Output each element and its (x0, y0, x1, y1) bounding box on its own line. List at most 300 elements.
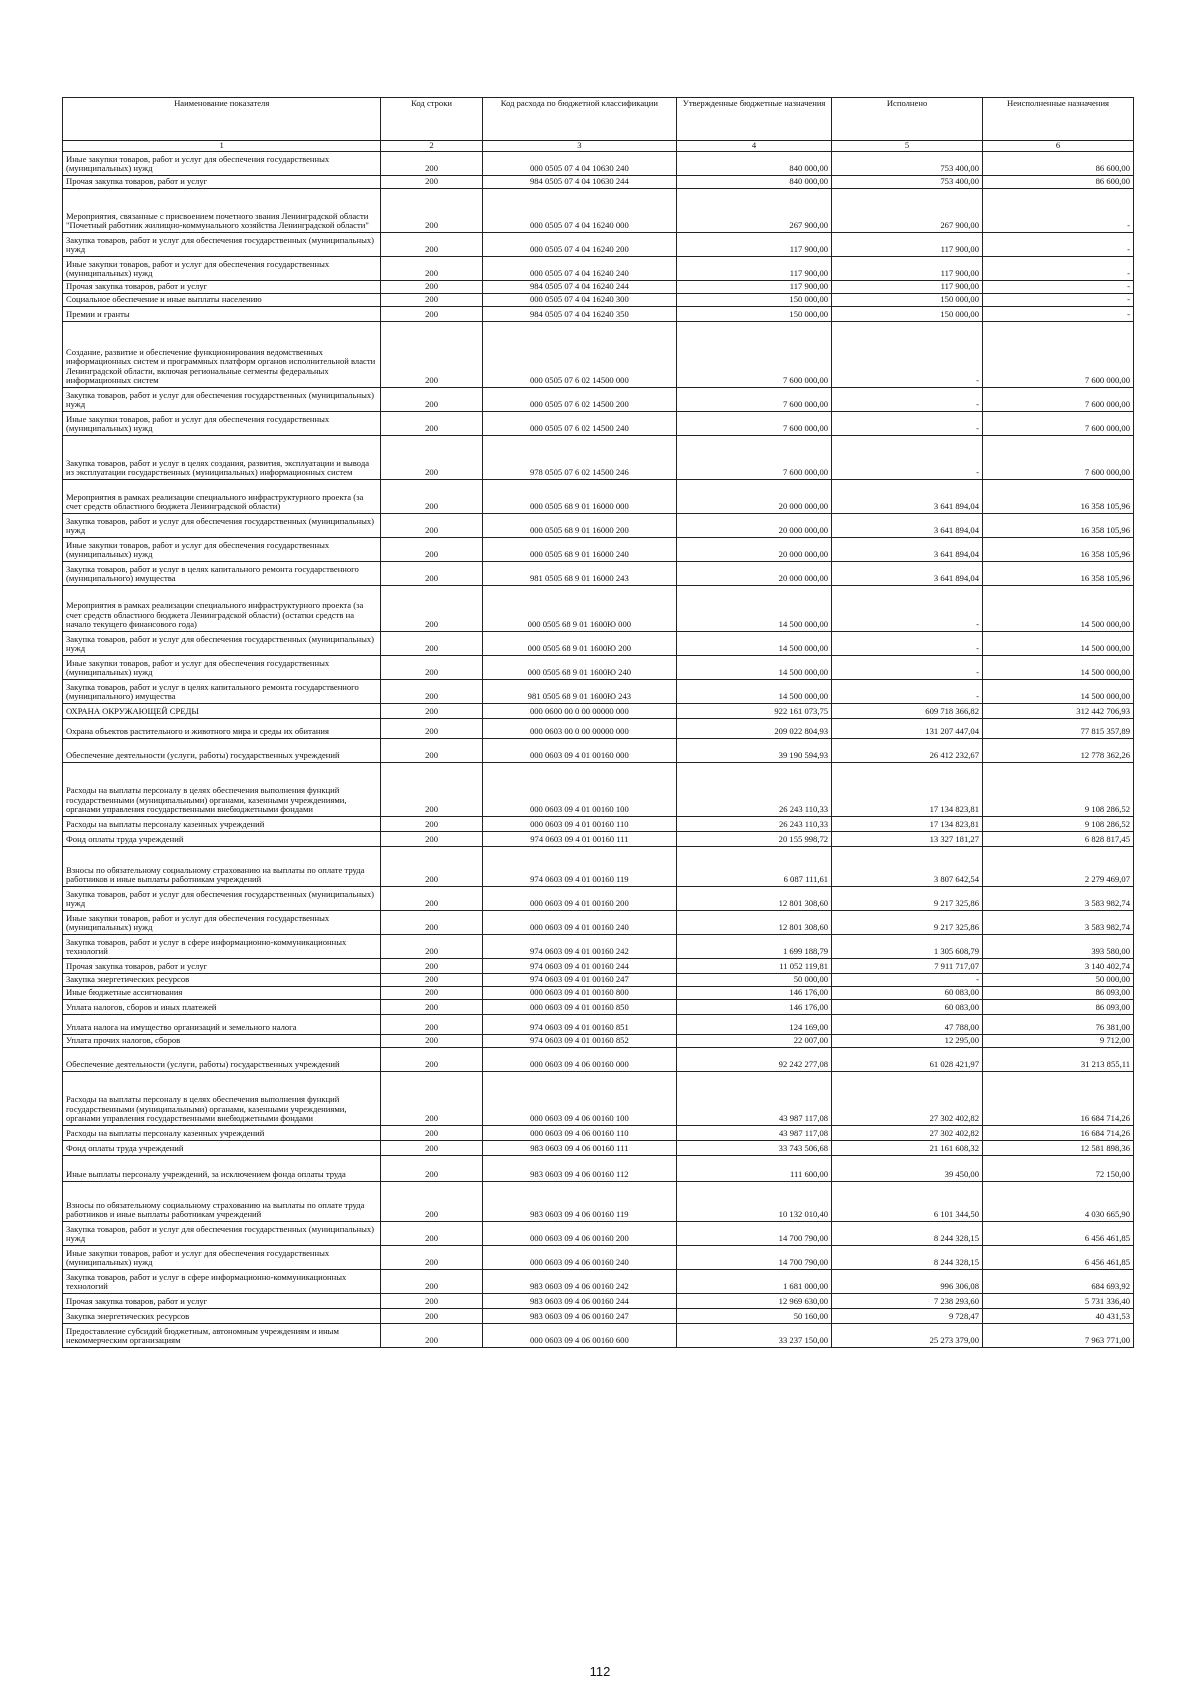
row-unexecuted-amount: 76 381,00 (983, 1015, 1134, 1035)
row-indicator-name: Прочая закупка товаров, работ и услуг (63, 281, 381, 294)
row-unexecuted-amount: 16 358 105,96 (983, 514, 1134, 538)
row-indicator-name: Закупка товаров, работ и услуг в целях капитального ремонта государственного (муниципального) имущества (63, 562, 381, 586)
table-row (63, 959, 1134, 974)
row-line-code: 200 (381, 1309, 482, 1324)
table-row (63, 1000, 1134, 1015)
table-row (63, 847, 1134, 887)
row-unexecuted-amount: 86 600,00 (983, 176, 1134, 189)
row-classification-code: 000 0603 00 0 00 00000 000 (482, 719, 676, 739)
row-approved-amount: 20 000 000,00 (677, 480, 832, 514)
row-indicator-name: Расходы на выплаты персоналу в целях обеспечения выполнения функций государственными (муниципальными) органами, казенными учреждениями, органами управления государственными внебюджетными фондами (63, 1072, 381, 1126)
row-indicator-name: Взносы по обязательному социальному страхованию на выплаты по оплате труда работников и иные выплаты работникам учреждений (63, 1182, 381, 1222)
row-approved-amount: 267 900,00 (677, 189, 832, 233)
row-classification-code: 000 0505 07 6 02 14500 000 (482, 322, 676, 388)
column-number: 6 (983, 141, 1134, 152)
row-indicator-name: Закупка товаров, работ и услуг в целях создания, развития, эксплуатации и вывода из эксплуатации государственных (муниципальных) информационных систем (63, 436, 381, 480)
table-row (63, 412, 1134, 436)
row-unexecuted-amount: - (983, 307, 1134, 322)
row-classification-code: 983 0603 09 4 06 00160 242 (482, 1270, 676, 1294)
row-executed-amount: - (832, 974, 983, 987)
row-executed-amount: - (832, 388, 983, 412)
row-classification-code: 000 0505 68 9 01 1600Ю 240 (482, 656, 676, 680)
row-classification-code: 984 0505 07 4 04 16240 244 (482, 281, 676, 294)
row-executed-amount: 9 217 325,86 (832, 887, 983, 911)
row-approved-amount: 33 743 506,68 (677, 1141, 832, 1156)
row-classification-code: 000 0505 07 4 04 16240 000 (482, 189, 676, 233)
table-row (63, 307, 1134, 322)
row-executed-amount: 17 134 823,81 (832, 817, 983, 832)
row-approved-amount: 7 600 000,00 (677, 436, 832, 480)
column-number: 1 (63, 141, 381, 152)
row-approved-amount: 11 052 119,81 (677, 959, 832, 974)
row-unexecuted-amount: 16 684 714,26 (983, 1126, 1134, 1141)
row-approved-amount: 14 500 000,00 (677, 656, 832, 680)
row-executed-amount: 3 807 642,54 (832, 847, 983, 887)
row-executed-amount: 3 641 894,04 (832, 480, 983, 514)
row-classification-code: 984 0505 07 4 04 16240 350 (482, 307, 676, 322)
table-row (63, 538, 1134, 562)
row-indicator-name: Мероприятия в рамках реализации специального инфраструктурного проекта (за счет средств областного бюджета Ленинградской области) (остатки средств на начало текущего финансового года) (63, 586, 381, 632)
row-approved-amount: 117 900,00 (677, 257, 832, 281)
header-executed: Исполнено (832, 98, 983, 141)
row-executed-amount: - (832, 412, 983, 436)
row-indicator-name: Расходы на выплаты персоналу казенных учреждений (63, 1126, 381, 1141)
row-executed-amount: - (832, 680, 983, 704)
row-executed-amount: 39 450,00 (832, 1156, 983, 1182)
row-classification-code: 974 0603 09 4 01 00160 111 (482, 832, 676, 847)
row-line-code: 200 (381, 1246, 482, 1270)
table-row (63, 152, 1134, 176)
row-unexecuted-amount: 86 600,00 (983, 152, 1134, 176)
row-approved-amount: 150 000,00 (677, 307, 832, 322)
row-unexecuted-amount: 9 108 286,52 (983, 817, 1134, 832)
row-classification-code: 983 0603 09 4 06 00160 112 (482, 1156, 676, 1182)
row-unexecuted-amount: - (983, 281, 1134, 294)
row-executed-amount: 117 900,00 (832, 281, 983, 294)
row-unexecuted-amount: 16 358 105,96 (983, 562, 1134, 586)
row-approved-amount: 840 000,00 (677, 176, 832, 189)
row-approved-amount: 840 000,00 (677, 152, 832, 176)
row-approved-amount: 20 155 998,72 (677, 832, 832, 847)
row-line-code: 200 (381, 817, 482, 832)
row-line-code: 200 (381, 832, 482, 847)
column-number: 3 (482, 141, 676, 152)
row-line-code: 200 (381, 586, 482, 632)
row-classification-code: 000 0505 07 6 02 14500 240 (482, 412, 676, 436)
row-line-code: 200 (381, 1126, 482, 1141)
row-line-code: 200 (381, 987, 482, 1000)
row-executed-amount: - (832, 586, 983, 632)
row-unexecuted-amount: 31 213 855,11 (983, 1048, 1134, 1072)
row-unexecuted-amount: - (983, 257, 1134, 281)
table-row (63, 935, 1134, 959)
row-indicator-name: Взносы по обязательному социальному страхованию на выплаты по оплате труда работников и иные выплаты работникам учреждений (63, 847, 381, 887)
row-classification-code: 974 0603 09 4 01 00160 851 (482, 1015, 676, 1035)
row-executed-amount: 753 400,00 (832, 152, 983, 176)
row-line-code: 200 (381, 189, 482, 233)
row-classification-code: 000 0603 09 4 01 00160 240 (482, 911, 676, 935)
row-indicator-name: Обеспечение деятельности (услуги, работы) государственных учреждений (63, 739, 381, 763)
row-line-code: 200 (381, 1048, 482, 1072)
row-unexecuted-amount: 9 712,00 (983, 1035, 1134, 1048)
row-indicator-name: Иные закупки товаров, работ и услуг для обеспечения государственных (муниципальных) нужд (63, 656, 381, 680)
row-line-code: 200 (381, 911, 482, 935)
row-classification-code: 000 0505 07 4 04 16240 200 (482, 233, 676, 257)
table-row (63, 974, 1134, 987)
row-indicator-name: Иные закупки товаров, работ и услуг для обеспечения государственных (муниципальных) нужд (63, 538, 381, 562)
table-row (63, 1324, 1134, 1348)
row-classification-code: 978 0505 07 6 02 14500 246 (482, 436, 676, 480)
row-executed-amount: - (832, 632, 983, 656)
row-unexecuted-amount: 4 030 665,90 (983, 1182, 1134, 1222)
row-unexecuted-amount: 14 500 000,00 (983, 632, 1134, 656)
row-indicator-name: Закупка энергетических ресурсов (63, 974, 381, 987)
row-line-code: 200 (381, 1294, 482, 1309)
table-row (63, 322, 1134, 388)
row-unexecuted-amount: 312 442 706,93 (983, 704, 1134, 719)
row-approved-amount: 6 087 111,61 (677, 847, 832, 887)
row-executed-amount: 117 900,00 (832, 233, 983, 257)
row-indicator-name: Закупка товаров, работ и услуг для обеспечения государственных (муниципальных) нужд (63, 233, 381, 257)
row-approved-amount: 117 900,00 (677, 281, 832, 294)
row-indicator-name: Иные закупки товаров, работ и услуг для обеспечения государственных (муниципальных) нужд (63, 257, 381, 281)
row-line-code: 200 (381, 412, 482, 436)
row-classification-code: 000 0603 09 4 06 00160 600 (482, 1324, 676, 1348)
row-executed-amount: 25 273 379,00 (832, 1324, 983, 1348)
table-row (63, 656, 1134, 680)
row-approved-amount: 26 243 110,33 (677, 817, 832, 832)
row-unexecuted-amount: - (983, 189, 1134, 233)
row-unexecuted-amount: 684 693,92 (983, 1270, 1134, 1294)
row-line-code: 200 (381, 974, 482, 987)
row-unexecuted-amount: 393 580,00 (983, 935, 1134, 959)
row-unexecuted-amount: 6 456 461,85 (983, 1246, 1134, 1270)
row-indicator-name: Закупка товаров, работ и услуг для обеспечения государственных (муниципальных) нужд (63, 632, 381, 656)
row-line-code: 200 (381, 1156, 482, 1182)
row-indicator-name: Закупка товаров, работ и услуг для обеспечения государственных (муниципальных) нужд (63, 887, 381, 911)
row-approved-amount: 14 500 000,00 (677, 680, 832, 704)
row-executed-amount: 13 327 181,27 (832, 832, 983, 847)
row-classification-code: 000 0603 09 4 01 00160 800 (482, 987, 676, 1000)
header-indicator-name: Наименование показателя (63, 98, 381, 141)
row-classification-code: 000 0603 09 4 06 00160 240 (482, 1246, 676, 1270)
row-executed-amount: 7 911 717,07 (832, 959, 983, 974)
row-executed-amount: - (832, 322, 983, 388)
table-row (63, 719, 1134, 739)
row-executed-amount: 8 244 328,15 (832, 1246, 983, 1270)
row-indicator-name: Создание, развитие и обеспечение функционирования ведомственных информационных систем и программных платформ органов исполнительной власти Ленинградской области, включая региональные сегменты федеральных информационных систем (63, 322, 381, 388)
row-unexecuted-amount: - (983, 294, 1134, 307)
row-indicator-name: Прочая закупка товаров, работ и услуг (63, 176, 381, 189)
table-row (63, 1048, 1134, 1072)
header-line-code: Код строки (381, 98, 482, 141)
row-executed-amount: 27 302 402,82 (832, 1072, 983, 1126)
row-approved-amount: 14 500 000,00 (677, 586, 832, 632)
row-executed-amount: 27 302 402,82 (832, 1126, 983, 1141)
row-approved-amount: 20 000 000,00 (677, 514, 832, 538)
table-row (63, 1246, 1134, 1270)
row-executed-amount: 12 295,00 (832, 1035, 983, 1048)
table-row (63, 586, 1134, 632)
row-approved-amount: 20 000 000,00 (677, 562, 832, 586)
row-classification-code: 000 0505 07 4 04 10630 240 (482, 152, 676, 176)
table-row (63, 704, 1134, 719)
row-indicator-name: Обеспечение деятельности (услуги, работы) государственных учреждений (63, 1048, 381, 1072)
row-line-code: 200 (381, 1000, 482, 1015)
row-indicator-name: Уплата налогов, сборов и иных платежей (63, 1000, 381, 1015)
row-indicator-name: Прочая закупка товаров, работ и услуг (63, 1294, 381, 1309)
row-line-code: 200 (381, 152, 482, 176)
row-approved-amount: 146 176,00 (677, 1000, 832, 1015)
row-approved-amount: 209 022 804,93 (677, 719, 832, 739)
table-row (63, 1156, 1134, 1182)
row-approved-amount: 92 242 277,08 (677, 1048, 832, 1072)
row-executed-amount: 150 000,00 (832, 307, 983, 322)
row-unexecuted-amount: 14 500 000,00 (983, 656, 1134, 680)
row-classification-code: 000 0505 68 9 01 1600Ю 200 (482, 632, 676, 656)
row-approved-amount: 1 681 000,00 (677, 1270, 832, 1294)
row-line-code: 200 (381, 307, 482, 322)
table-row (63, 480, 1134, 514)
row-executed-amount: - (832, 656, 983, 680)
row-indicator-name: Иные бюджетные ассигнования (63, 987, 381, 1000)
table-row (63, 294, 1134, 307)
row-executed-amount: 60 083,00 (832, 987, 983, 1000)
row-approved-amount: 33 237 150,00 (677, 1324, 832, 1348)
row-approved-amount: 12 969 630,00 (677, 1294, 832, 1309)
table-row (63, 1141, 1134, 1156)
row-classification-code: 974 0603 09 4 01 00160 852 (482, 1035, 676, 1048)
table-row (63, 176, 1134, 189)
row-line-code: 200 (381, 281, 482, 294)
row-classification-code: 981 0505 68 9 01 1600Ю 243 (482, 680, 676, 704)
row-approved-amount: 14 700 790,00 (677, 1246, 832, 1270)
row-indicator-name: Закупка товаров, работ и услуг для обеспечения государственных (муниципальных) нужд (63, 1222, 381, 1246)
row-classification-code: 983 0603 09 4 06 00160 247 (482, 1309, 676, 1324)
row-indicator-name: Закупка товаров, работ и услуг для обеспечения государственных (муниципальных) нужд (63, 388, 381, 412)
row-line-code: 200 (381, 322, 482, 388)
row-classification-code: 000 0603 09 4 01 00160 000 (482, 739, 676, 763)
row-indicator-name: Фонд оплаты труда учреждений (63, 832, 381, 847)
row-line-code: 200 (381, 233, 482, 257)
row-executed-amount: 47 788,00 (832, 1015, 983, 1035)
row-approved-amount: 43 987 117,08 (677, 1072, 832, 1126)
row-unexecuted-amount: 3 583 982,74 (983, 911, 1134, 935)
row-unexecuted-amount: 86 093,00 (983, 1000, 1134, 1015)
table-row (63, 632, 1134, 656)
row-approved-amount: 922 161 073,75 (677, 704, 832, 719)
row-line-code: 200 (381, 176, 482, 189)
row-line-code: 200 (381, 1141, 482, 1156)
row-unexecuted-amount: 12 581 898,36 (983, 1141, 1134, 1156)
row-indicator-name: Охрана объектов растительного и животного мира и среды их обитания (63, 719, 381, 739)
row-executed-amount: 131 207 447,04 (832, 719, 983, 739)
row-executed-amount: 26 412 232,67 (832, 739, 983, 763)
row-indicator-name: Закупка товаров, работ и услуг в сфере информационно-коммуникационных технологий (63, 1270, 381, 1294)
row-indicator-name: Премии и гранты (63, 307, 381, 322)
row-indicator-name: Закупка товаров, работ и услуг в целях капитального ремонта государственного (муниципального) имущества (63, 680, 381, 704)
row-indicator-name: Иные закупки товаров, работ и услуг для обеспечения государственных (муниципальных) нужд (63, 911, 381, 935)
row-classification-code: 000 0505 68 9 01 16000 000 (482, 480, 676, 514)
row-approved-amount: 14 700 790,00 (677, 1222, 832, 1246)
row-approved-amount: 14 500 000,00 (677, 632, 832, 656)
table-row (63, 763, 1134, 817)
table-row (63, 514, 1134, 538)
row-line-code: 200 (381, 1035, 482, 1048)
table-row (63, 1182, 1134, 1222)
table-header (63, 98, 1134, 152)
row-classification-code: 000 0505 68 9 01 16000 240 (482, 538, 676, 562)
row-unexecuted-amount: 7 600 000,00 (983, 322, 1134, 388)
row-executed-amount: 3 641 894,04 (832, 562, 983, 586)
row-indicator-name: Закупка товаров, работ и услуг для обеспечения государственных (муниципальных) нужд (63, 514, 381, 538)
row-approved-amount: 117 900,00 (677, 233, 832, 257)
row-approved-amount: 7 600 000,00 (677, 322, 832, 388)
row-executed-amount: 996 306,08 (832, 1270, 983, 1294)
row-classification-code: 000 0603 09 4 01 00160 850 (482, 1000, 676, 1015)
row-approved-amount: 1 699 188,79 (677, 935, 832, 959)
row-executed-amount: 9 217 325,86 (832, 911, 983, 935)
row-line-code: 200 (381, 257, 482, 281)
row-line-code: 200 (381, 656, 482, 680)
column-number: 2 (381, 141, 482, 152)
row-unexecuted-amount: 7 600 000,00 (983, 436, 1134, 480)
row-unexecuted-amount: 3 583 982,74 (983, 887, 1134, 911)
row-classification-code: 000 0505 68 9 01 1600Ю 000 (482, 586, 676, 632)
row-indicator-name: Иные закупки товаров, работ и услуг для обеспечения государственных (муниципальных) нужд (63, 152, 381, 176)
table-row (63, 887, 1134, 911)
row-line-code: 200 (381, 632, 482, 656)
row-indicator-name: Расходы на выплаты персоналу в целях обеспечения выполнения функций государственными (муниципальными) органами, казенными учреждениями, органами управления государственными внебюджетными фондами (63, 763, 381, 817)
row-approved-amount: 12 801 308,60 (677, 911, 832, 935)
row-executed-amount: 17 134 823,81 (832, 763, 983, 817)
row-classification-code: 983 0603 09 4 06 00160 111 (482, 1141, 676, 1156)
row-indicator-name: Фонд оплаты труда учреждений (63, 1141, 381, 1156)
row-unexecuted-amount: 50 000,00 (983, 974, 1134, 987)
row-line-code: 200 (381, 959, 482, 974)
row-classification-code: 000 0505 07 6 02 14500 200 (482, 388, 676, 412)
row-executed-amount: 61 028 421,97 (832, 1048, 983, 1072)
row-indicator-name: ОХРАНА ОКРУЖАЮЩЕЙ СРЕДЫ (63, 704, 381, 719)
row-indicator-name: Уплата прочих налогов, сборов (63, 1035, 381, 1048)
row-line-code: 200 (381, 719, 482, 739)
row-unexecuted-amount: 14 500 000,00 (983, 680, 1134, 704)
row-line-code: 200 (381, 388, 482, 412)
row-line-code: 200 (381, 1270, 482, 1294)
row-indicator-name: Прочая закупка товаров, работ и услуг (63, 959, 381, 974)
row-approved-amount: 20 000 000,00 (677, 538, 832, 562)
table-row (63, 233, 1134, 257)
table-row (63, 281, 1134, 294)
row-executed-amount: 9 728,47 (832, 1309, 983, 1324)
row-executed-amount: 609 718 366,82 (832, 704, 983, 719)
row-executed-amount: 753 400,00 (832, 176, 983, 189)
table-body (63, 152, 1134, 1348)
header-approved-appropriations: Утвержденные бюджетные назначения (677, 98, 832, 141)
row-approved-amount: 10 132 010,40 (677, 1182, 832, 1222)
row-classification-code: 000 0603 09 4 06 00160 110 (482, 1126, 676, 1141)
row-approved-amount: 50 160,00 (677, 1309, 832, 1324)
row-classification-code: 000 0603 09 4 01 00160 110 (482, 817, 676, 832)
row-line-code: 200 (381, 514, 482, 538)
row-unexecuted-amount: 16 358 105,96 (983, 480, 1134, 514)
row-classification-code: 000 0600 00 0 00 00000 000 (482, 704, 676, 719)
row-unexecuted-amount: 16 684 714,26 (983, 1072, 1134, 1126)
table-row (63, 1126, 1134, 1141)
row-indicator-name: Предоставление субсидий бюджетным, автономным учреждениям и иным некоммерческим организациям (63, 1324, 381, 1348)
row-line-code: 200 (381, 1222, 482, 1246)
table-row (63, 1309, 1134, 1324)
row-classification-code: 974 0603 09 4 01 00160 247 (482, 974, 676, 987)
row-unexecuted-amount: 6 828 817,45 (983, 832, 1134, 847)
row-unexecuted-amount: 7 963 771,00 (983, 1324, 1134, 1348)
table-row (63, 739, 1134, 763)
row-approved-amount: 124 169,00 (677, 1015, 832, 1035)
table-row (63, 817, 1134, 832)
page-number: 112 (589, 1664, 611, 1679)
row-unexecuted-amount: 5 731 336,40 (983, 1294, 1134, 1309)
row-indicator-name: Закупка энергетических ресурсов (63, 1309, 381, 1324)
row-line-code: 200 (381, 1324, 482, 1348)
table-row (63, 911, 1134, 935)
column-number: 5 (832, 141, 983, 152)
row-line-code: 200 (381, 847, 482, 887)
row-unexecuted-amount: 86 093,00 (983, 987, 1134, 1000)
header-budget-classification-code: Код расхода по бюджетной классификации (482, 98, 676, 141)
row-executed-amount: - (832, 436, 983, 480)
column-number: 4 (677, 141, 832, 152)
row-approved-amount: 50 000,00 (677, 974, 832, 987)
row-classification-code: 974 0603 09 4 01 00160 119 (482, 847, 676, 887)
row-line-code: 200 (381, 562, 482, 586)
header-unexecuted-appropriations: Неисполненные назначения (983, 98, 1134, 141)
row-approved-amount: 43 987 117,08 (677, 1126, 832, 1141)
table-row (63, 987, 1134, 1000)
row-line-code: 200 (381, 538, 482, 562)
row-indicator-name: Иные закупки товаров, работ и услуг для обеспечения государственных (муниципальных) нужд (63, 412, 381, 436)
row-approved-amount: 26 243 110,33 (677, 763, 832, 817)
row-line-code: 200 (381, 704, 482, 719)
row-classification-code: 974 0603 09 4 01 00160 242 (482, 935, 676, 959)
row-classification-code: 000 0505 07 4 04 16240 300 (482, 294, 676, 307)
row-line-code: 200 (381, 739, 482, 763)
row-line-code: 200 (381, 480, 482, 514)
row-unexecuted-amount: 72 150,00 (983, 1156, 1134, 1182)
table-row (63, 832, 1134, 847)
row-unexecuted-amount: 77 815 357,89 (983, 719, 1134, 739)
table-row (63, 436, 1134, 480)
table-row (63, 1072, 1134, 1126)
row-unexecuted-amount: 14 500 000,00 (983, 586, 1134, 632)
budget-execution-table (62, 97, 1134, 1348)
row-classification-code: 000 0603 09 4 06 00160 100 (482, 1072, 676, 1126)
row-approved-amount: 146 176,00 (677, 987, 832, 1000)
row-line-code: 200 (381, 1182, 482, 1222)
row-indicator-name: Социальное обеспечение и иные выплаты населению (63, 294, 381, 307)
row-line-code: 200 (381, 1072, 482, 1126)
row-unexecuted-amount: 9 108 286,52 (983, 763, 1134, 817)
row-classification-code: 974 0603 09 4 01 00160 244 (482, 959, 676, 974)
row-executed-amount: 21 161 608,32 (832, 1141, 983, 1156)
row-line-code: 200 (381, 935, 482, 959)
row-indicator-name: Закупка товаров, работ и услуг в сфере информационно-коммуникационных технологий (63, 935, 381, 959)
row-classification-code: 984 0505 07 4 04 10630 244 (482, 176, 676, 189)
table-row (63, 562, 1134, 586)
table-row (63, 189, 1134, 233)
table-row (63, 257, 1134, 281)
table-row (63, 1222, 1134, 1246)
row-executed-amount: 6 101 344,50 (832, 1182, 983, 1222)
